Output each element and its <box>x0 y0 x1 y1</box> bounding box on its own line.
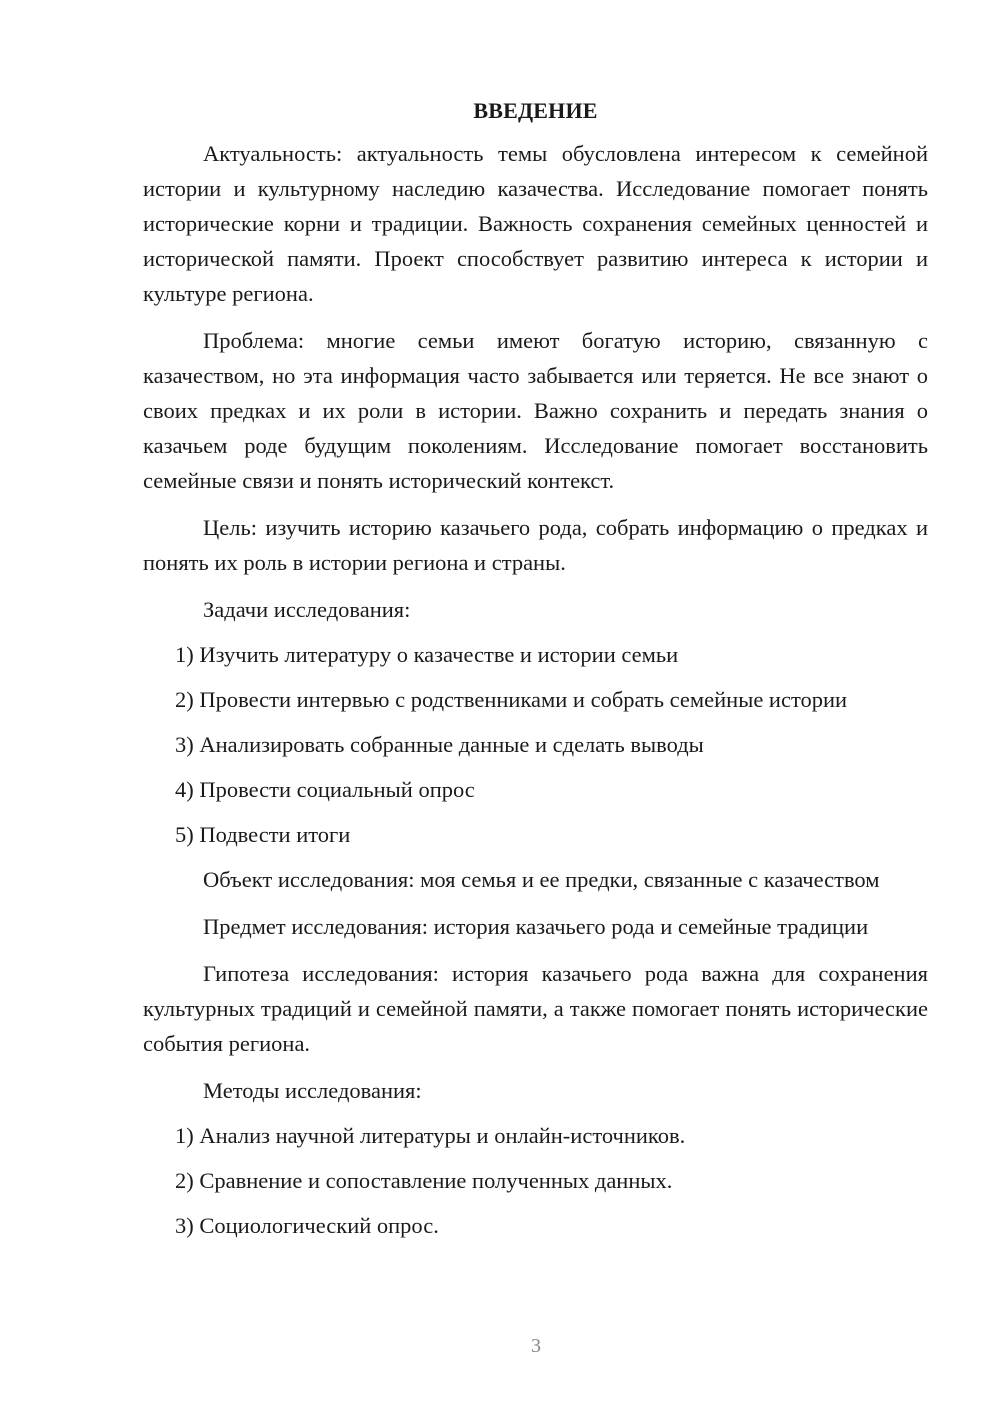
subject-paragraph: Предмет исследования: история казачьего рода и семейные традиции <box>203 914 869 939</box>
list-item: 1) Изучить литературу о казачестве и истории семьи <box>175 642 679 667</box>
list-item: 2) Сравнение и сопоставление полученных данных. <box>175 1168 673 1193</box>
list-item: 5) Подвести итоги <box>175 822 351 847</box>
tasks-list <box>143 637 928 852</box>
object-paragraph: Объект исследования: моя семья и ее предки, связанные с казачеством <box>203 867 880 892</box>
list-item: 3) Социологический опрос. <box>175 1213 439 1238</box>
goal-paragraph: Цель: изучить историю казачьего рода, собрать информацию о предках и понять их роль в истории региона и страны. <box>143 515 928 575</box>
list-item: 4) Провести социальный опрос <box>175 777 475 802</box>
list-item: 3) Анализировать собранные данные и сделать выводы <box>175 732 704 757</box>
tasks-heading: Задачи исследования: <box>203 597 411 622</box>
relevance-paragraph: Актуальность: актуальность темы обусловлена интересом к семейной истории и культурному наследию казачества. Исследование помогает понять исторические корни и традиции. Важность сохранения семейных ценностей и исторической памяти. Проект способствует развитию интереса к истории и культуре региона. <box>143 141 928 306</box>
list-item: 1) Анализ научной литературы и онлайн-источников. <box>175 1123 686 1148</box>
list-item: 2) Провести интервью с родственниками и собрать семейные истории <box>175 687 848 712</box>
problem-paragraph: Проблема: многие семьи имеют богатую историю, связанную с казачеством, но эта информация часто забывается или теряется. Не все знают о своих предках и их роли в истории. Важно сохранить и передать знания о казачьем роде будущим поколениям. Исследование помогает восстановить семейные связи и понять исторический контекст. <box>143 328 928 493</box>
page-content <box>143 96 928 1253</box>
methods-heading: Методы исследования: <box>203 1078 422 1103</box>
methods-list <box>143 1118 928 1243</box>
page-title: ВВЕДЕНИЕ <box>473 98 598 123</box>
page-number: 3 <box>531 1335 541 1357</box>
hypothesis-paragraph: Гипотеза исследования: история казачьего рода важна для сохранения культурных традиций и семейной памяти, а также помогает понять исторические события региона. <box>143 961 928 1056</box>
